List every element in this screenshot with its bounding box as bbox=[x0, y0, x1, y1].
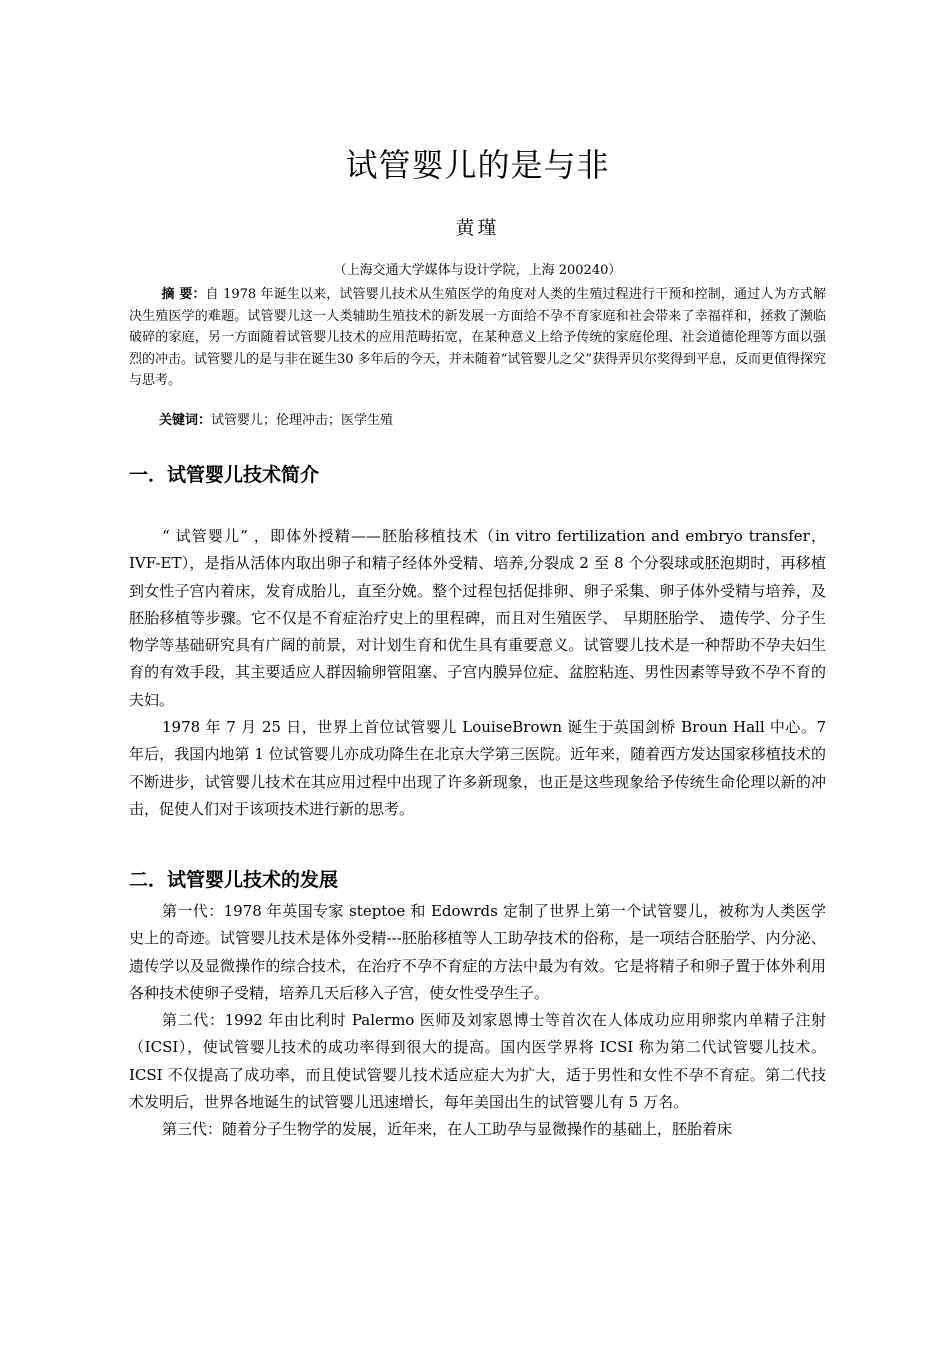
abstract-label: 摘 要： bbox=[161, 287, 206, 302]
affiliation: （上海交通大学媒体与设计学院，上海 200240） bbox=[333, 263, 622, 278]
section-2-title: 试管婴儿技术的 bbox=[167, 869, 301, 891]
paragraph: 第二代：1992 年由比利时 Palermo 医师及刘家恩博士等首次在人体成功应用卵浆内单精子注射（ICSI），使试管婴儿技术的成功率得到很大的提高。国内医学界将 ICSI 称为第二代试管婴儿技术。ICSI 不仅提高了成功率，而且使试管婴儿技术适应症大为扩大，适于男性和女性不孕不育症。第二代技术发明后，世界各地诞生的试管婴儿迅速增长，每年美国出生的试管婴儿有 5 万名。 bbox=[129, 1011, 826, 1112]
section-1-heading bbox=[129, 461, 826, 489]
paragraph: “ 试管婴儿” ，即体外授精——胚胎移植技术（in vitro fertilization and embryo transfer，IVF-ET），是指从活体内取出卵子和精子经体外受精、培养,分裂成 2 至 8 个分裂球或胚泡期时，再移植到女性子宫内着床，发育成胎儿，直至分娩。整个过程包括促排卵、卵子采集、卵子体外受精与培养，及胚胎移植等步骤。它不仅是不育症治疗史上的里程碑，而且对生殖医学、 早期胚胎学、 遗传学、分子生物学等基础研究具有广阔的前景，对计划生育和优生具有重要意义。试管婴儿技术是一种帮助不孕夫妇生育的有效手段，其主要适应人群因输卵管阻塞、子宫内膜异位症、盆腔粘连、男性因素等导致不孕不育的夫妇。 bbox=[129, 527, 826, 709]
keywords bbox=[129, 410, 826, 432]
paragraph: 第一代：1978 年英国专家 steptoe 和 Edowrds 定制了世界上第一个试管婴儿，被称为人类医学史上的奇迹。试管婴儿技术是体外受精---胚胎移植等人工助孕技术的俗称，是一项结合胚胎学、内分泌、遗传学以及显微操作的综合技术，在治疗不孕不育症的方法中最为有效。它是将精子和卵子置于体外利用各种技术使卵子受精，培养几天后移入子宫，使女性受孕生子。 bbox=[129, 902, 826, 1002]
abstract bbox=[129, 284, 826, 392]
section-2-heading bbox=[129, 866, 826, 894]
abstract-text: 自 1978 年诞生以来，试管婴儿技术从生殖医学的角度对人类的生殖过程进行干预和控制，通过人为方式解决生殖医学的难题。试管婴儿这一人类辅助生殖技术的新发展一方面给不孕不育家庭和社会带来了幸福祥和，拯救了濒临破碎的家庭，另一方面随着试管婴儿技术的应用范畴拓宽，在某种意义上给予传统的家庭伦理、社会道德伦理等方面以强烈的冲击。试管婴儿的是与非在诞生30 多年后的今天，并未随着“试管婴儿之父”获得弄贝尔奖得到平息，反而更值得探究与思考。 bbox=[129, 287, 826, 388]
section-2-body bbox=[129, 898, 826, 1144]
section-1-body bbox=[129, 523, 826, 823]
keywords-label: 关键词： bbox=[159, 413, 212, 428]
section-2-number: 二． bbox=[129, 869, 168, 891]
section-1-number: 一． bbox=[129, 464, 168, 486]
paper-title: 试管婴儿的是与非 bbox=[345, 146, 610, 184]
section-1-title: 试管婴儿技术简介 bbox=[167, 464, 320, 486]
paragraph: 1978 年 7 月 25 日，世界上首位试管婴儿 LouiseBrown 诞生于英国剑桥 Broun Hall 中心。7 年后，我国内地第 1 位试管婴儿亦成功降生在北京大学第三医院。近年来，随着西方发达国家移植技术的不断进步，试管婴儿技术在其应用过程中出现了许多新现象，也正是这些现象给予传统生命伦理以新的冲击，促使人们对于该项技术进行新的思考。 bbox=[129, 718, 826, 818]
author-name: 黄瑾 bbox=[455, 217, 500, 239]
paragraph: 第三代：随着分子生物学的发展，近年来，在人工助孕与显微操作的基础上，胚胎着床 bbox=[162, 1120, 733, 1139]
section-2-title-bold: 发展 bbox=[300, 869, 339, 891]
keywords-text: 试管婴儿；伦理冲击；医学生殖 bbox=[211, 413, 394, 428]
